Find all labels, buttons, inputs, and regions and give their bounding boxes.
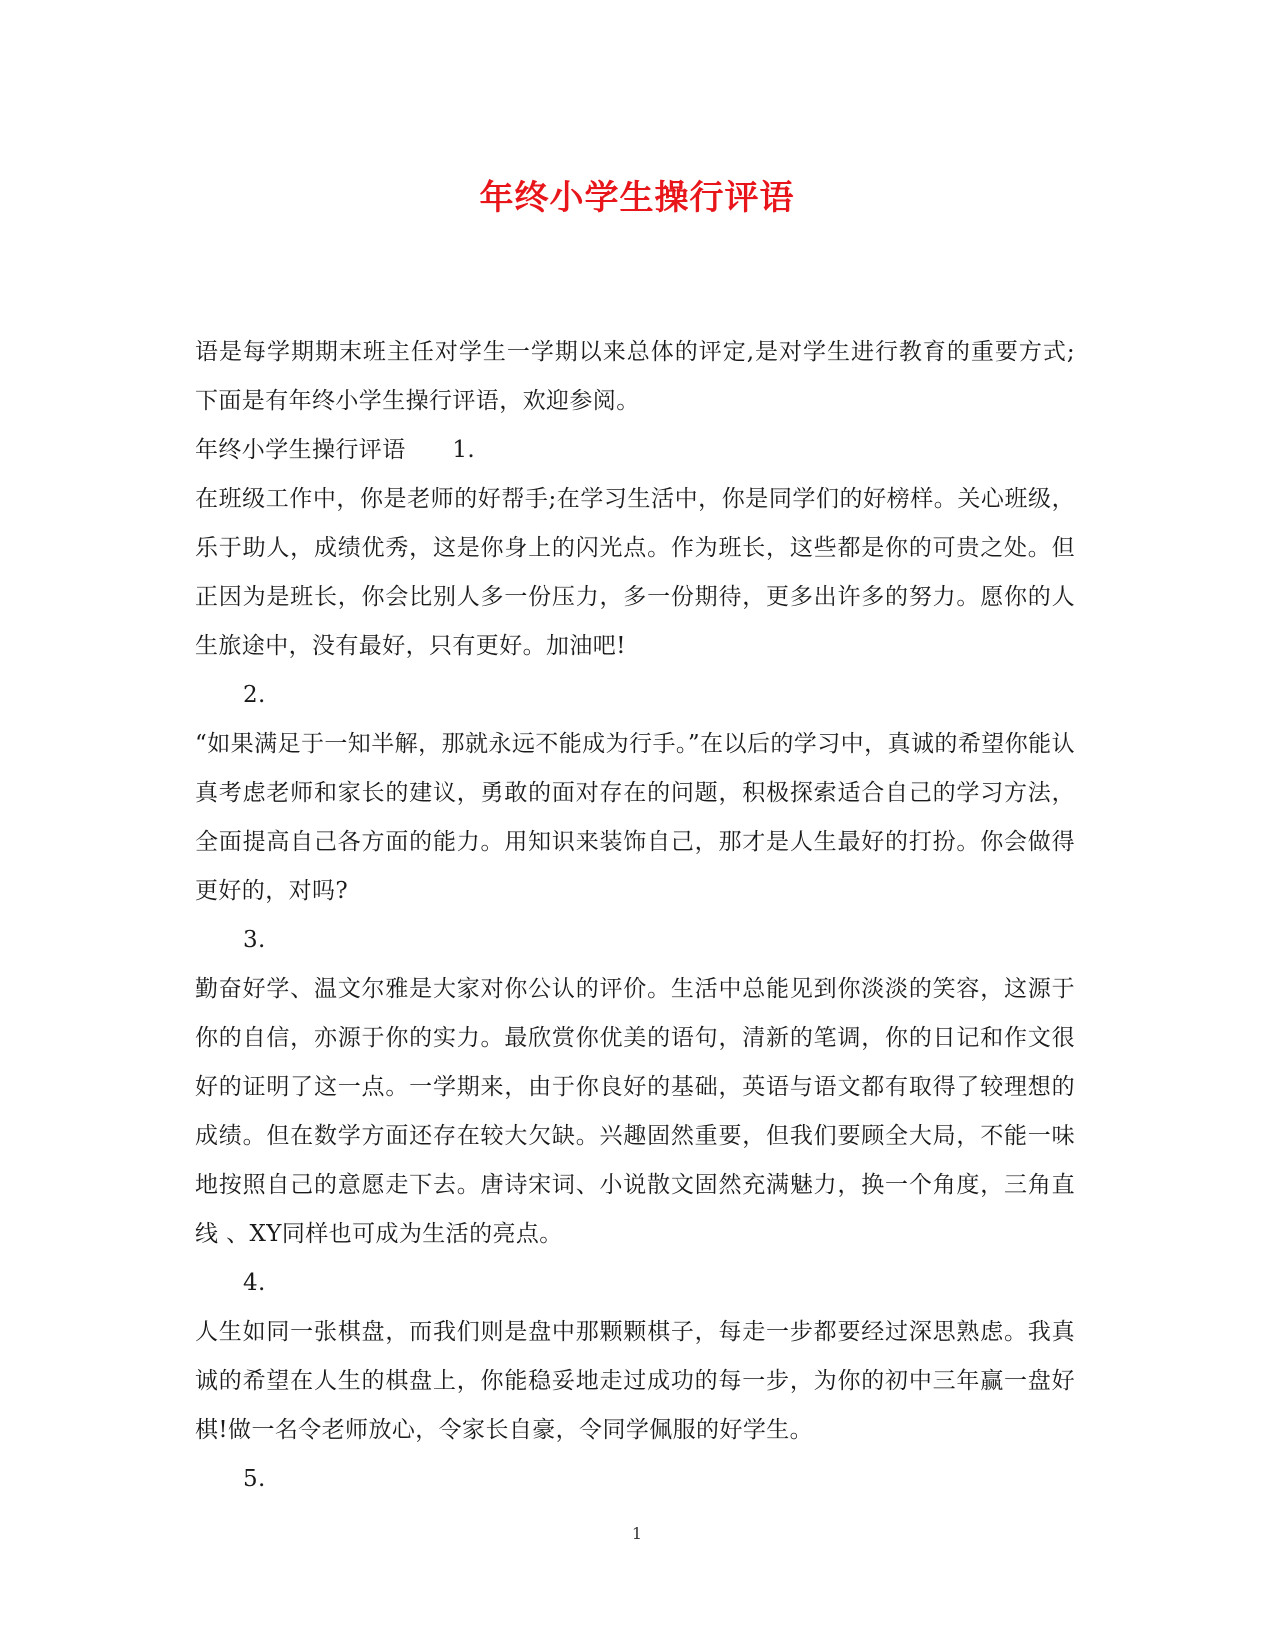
intro-paragraph: 语是每学期期末班主任对学生一学期以来总体的评定,是对学生进行教育的重要方式;下面是有年终小学生操行评语，欢迎参阅。 [195,339,1075,414]
comment-number-4: 4. [243,1270,266,1296]
comment-number-5: 5. [243,1466,266,1492]
comment-paragraph-2: “如果满足于一知半解，那就永远不能成为行手。”在以后的学习中，真诚的希望你能认真考虑老师和家长的建议，勇敢的面对存在的问题，积极探索适合自己的学习方法，全面提高自己各方面的能力。用知识来装饰自己，那才是人生最好的打扮。你会做得更好的，对吗? [195,731,1075,904]
section-label: 年终小学生操行评语 1. [195,437,476,463]
document-body [195,328,1075,1504]
comment-paragraph-4: 人生如同一张棋盘，而我们则是盘中那颗颗棋子，每走一步都要经过深思熟虑。我真诚的希望在人生的棋盘上，你能稳妥地走过成功的每一步，为你的初中三年赢一盘好棋!做一名令老师放心，令家长自豪，令同学佩服的好学生。 [195,1319,1075,1443]
document-title: 年终小学生操行评语 [479,178,795,218]
page-number: 1 [631,1524,643,1543]
comment-paragraph-1: 在班级工作中，你是老师的好帮手;在学习生活中，你是同学们的好榜样。关心班级，乐于助人，成绩优秀，这是你身上的闪光点。作为班长，这些都是你的可贵之处。但正因为是班长，你会比别人多一份压力，多一份期待，更多出许多的努力。愿你的人生旅途中，没有最好，只有更好。加油吧! [195,486,1075,659]
comment-number-3: 3. [243,927,266,953]
comment-number-2: 2. [243,682,266,708]
comment-paragraph-3: 勤奋好学、温文尔雅是大家对你公认的评价。生活中总能见到你淡淡的笑容，这源于你的自信，亦源于你的实力。最欣赏你优美的语句，清新的笔调，你的日记和作文很好的证明了这一点。一学期来，由于你良好的基础，英语与语文都有取得了较理想的成绩。但在数学方面还存在较大欠缺。兴趣固然重要，但我们要顾全大局，不能一味地按照自己的意愿走下去。唐诗宋词、小说散文固然充满魅力，换一个角度，三角直线 、XY同样也可成为生活的亮点。 [195,976,1075,1247]
